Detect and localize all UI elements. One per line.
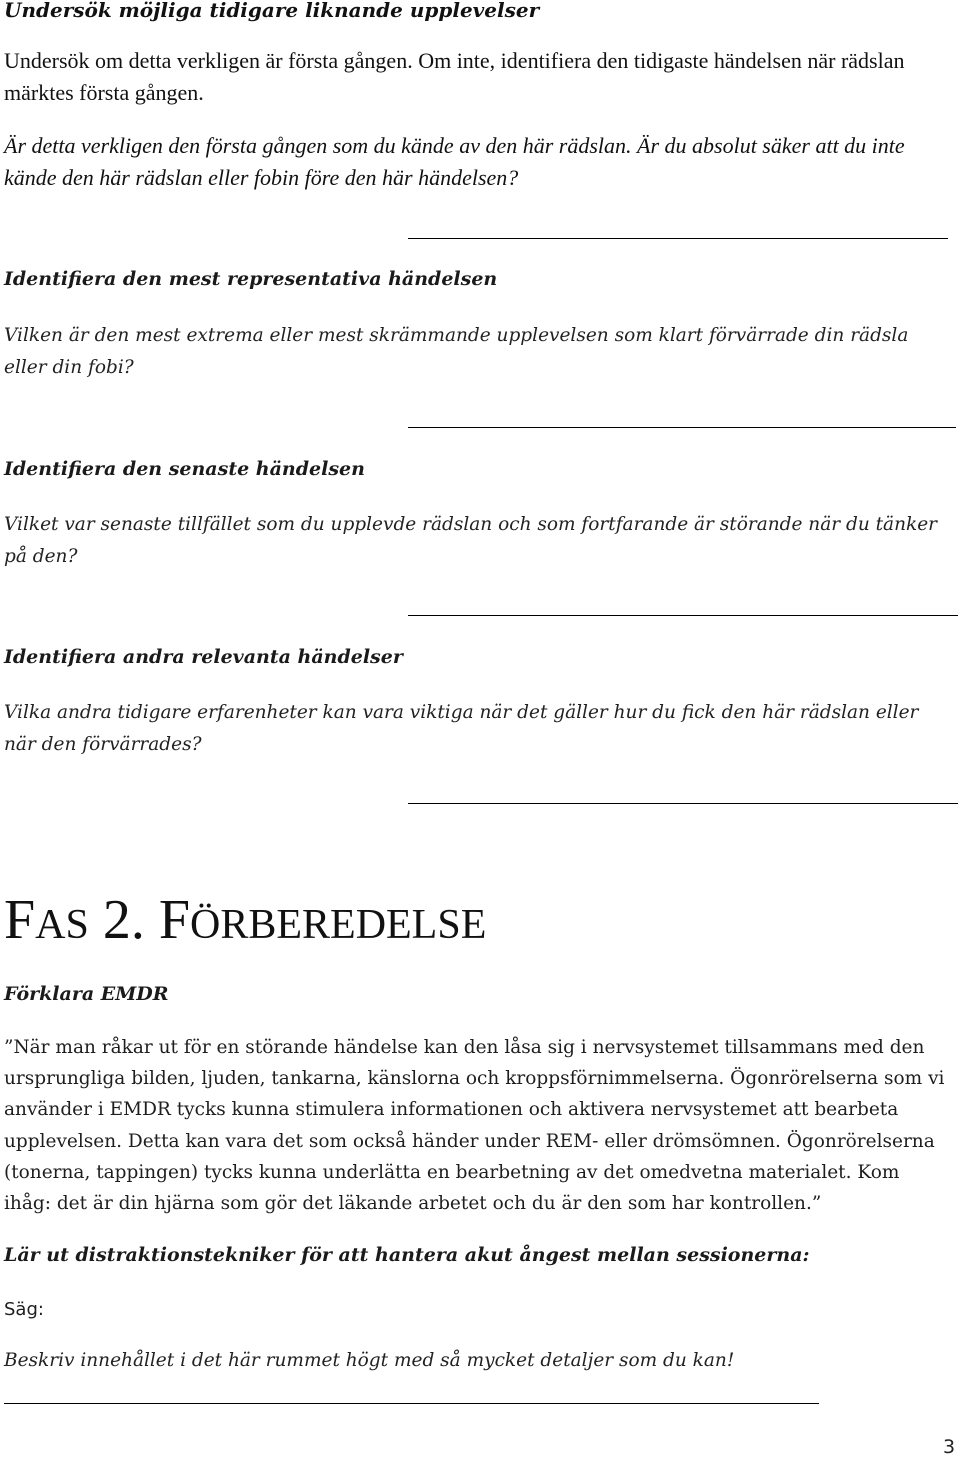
answer-line xyxy=(408,427,956,428)
answer-line xyxy=(4,1403,819,1404)
answer-line xyxy=(408,238,948,239)
phase-letter: F xyxy=(4,889,36,951)
say-label: Säg: xyxy=(4,1299,44,1320)
answer-line xyxy=(408,615,958,616)
section-text: Vilka andra tidigare erfarenheter kan vara viktiga när det gäller hur du fick den här rädslan eller när den förvärrades? xyxy=(4,702,919,755)
intro-paragraph: Undersök om detta verkligen är första gången. Om inte, identifiera den tidigaste händelsen när rädslan märktes första gången. xyxy=(4,48,905,105)
phase-small-text: ÖRBEREDELSE xyxy=(190,902,487,948)
teach-heading: Lär ut distraktionstekniker för att hantera akut ångest mellan sessionerna: xyxy=(4,1244,810,1266)
section-heading: Identifiera den mest representativa händelsen xyxy=(4,268,498,290)
explain-heading: Förklara EMDR xyxy=(4,983,169,1005)
section-text: Vilken är den mest extrema eller mest skrämmande upplevelsen som klart förvärrade din rädsla eller din fobi? xyxy=(4,325,909,378)
answer-line xyxy=(408,803,958,804)
say-text: Beskriv innehållet i det här rummet högt med så mycket detaljer som du kan! xyxy=(4,1350,735,1371)
section-heading: Identifiera andra relevanta händelser xyxy=(4,646,403,668)
intro-question: Är detta verkligen den första gången som du kände av den här rädslan. Är du absolut säker att du inte kände den här rädslan eller fobin före den här händelsen? xyxy=(4,133,905,190)
explain-text: ”När man råkar ut för en störande händelse kan den låsa sig i nervsystemet tillsammans med den ursprungliga bilden, ljuden, tankarna, känslorna och kroppsförnimmelserna. Ögonrörelserna som vi använder i EMDR tycks kunna stimulera informationen och aktivera nervsystemet att bearbeta upplevelsen. Detta kan vara det som också händer under REM- eller drömsömnen. Ögonrörelserna (tonerna, tappingen) tycks kunna underlätta en bearbetning av det omedvetna materialet. Kom ihåg: det är din hjärna som gör det läkande arbetet och du är den som har kontrollen.” xyxy=(4,1037,945,1215)
phase-small-text: AS xyxy=(35,902,89,948)
section-text: Vilket var senaste tillfället som du upplevde rädslan och som fortfarande är störande när du tänker på den? xyxy=(4,514,937,567)
phase-heading xyxy=(4,888,486,957)
phase-number: 2. xyxy=(102,889,145,951)
section-heading: Identifiera den senaste händelsen xyxy=(4,458,365,480)
page-number: 3 xyxy=(943,1436,956,1458)
phase-letter: F xyxy=(158,889,191,951)
section-title: Undersök möjliga tidigare liknande upplevelser xyxy=(4,0,540,22)
